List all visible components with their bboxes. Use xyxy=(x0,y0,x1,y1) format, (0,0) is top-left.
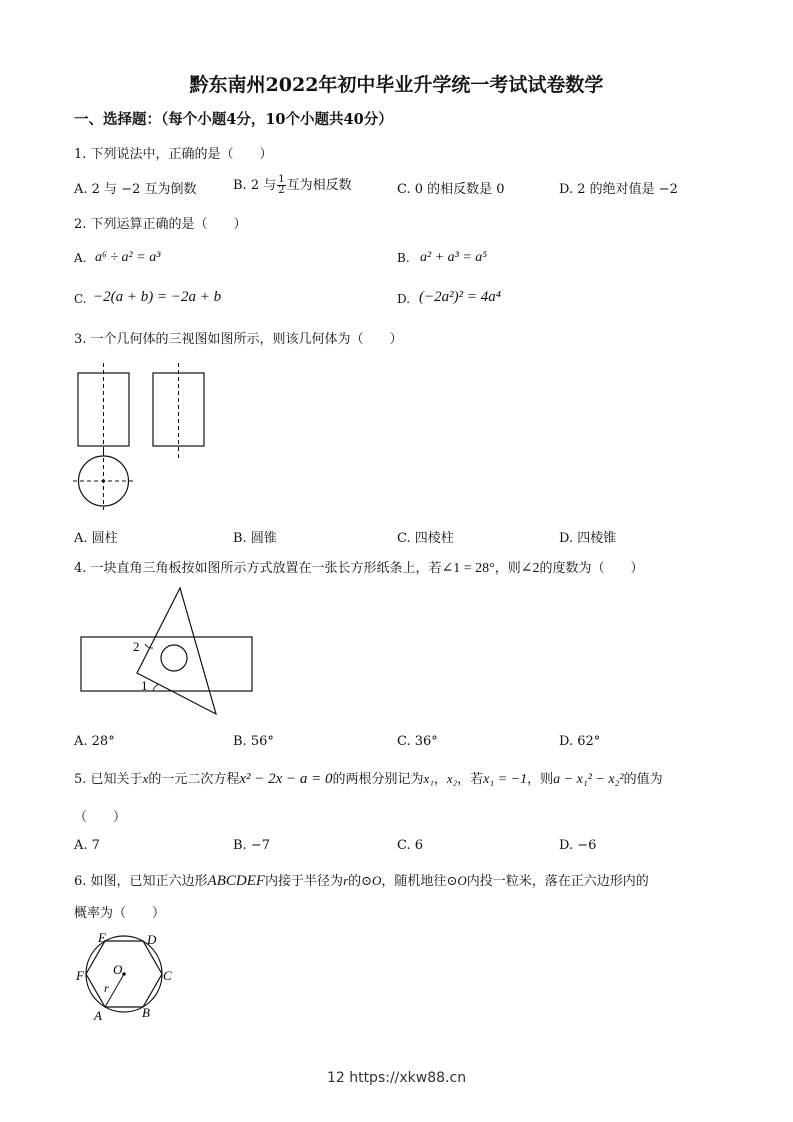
q6-circle-1: ⊙O xyxy=(361,873,382,888)
q6-text-2: 内接于半径为 xyxy=(265,874,344,889)
angle-1-label: 1 xyxy=(141,678,148,693)
q2-option-b-label: B. xyxy=(397,251,410,265)
q4-option-d: D. 62° xyxy=(559,734,601,749)
front-view xyxy=(78,363,129,456)
q4-target-angle: ∠2 xyxy=(520,561,540,576)
top-view xyxy=(73,451,136,510)
q4-option-b: B. 56° xyxy=(233,734,274,749)
q1-option-b-prefix: B. 2 与 xyxy=(233,178,277,193)
q5-text-4: ，若 xyxy=(457,772,484,787)
q3-stem: 3. 一个几何体的三视图如图所示，则该几何体为（ ） xyxy=(74,332,403,347)
q6-text-5: 内投一粒米，落在正六边形内的 xyxy=(466,874,649,889)
vertex-f-label: F xyxy=(76,968,84,983)
q1-option-d: D. 2 的绝对值是 −2 xyxy=(559,182,678,197)
q5-option-a: A. 7 xyxy=(74,838,100,853)
q5-equation: x² − 2x − a = 0 xyxy=(239,771,333,787)
q2-option-b-expr: a² + a³ = a⁵ xyxy=(420,250,488,265)
vertex-e-label: E xyxy=(98,930,106,945)
q5-condition: x₁ = −1 xyxy=(483,772,528,787)
q1-fraction-denominator: 2 xyxy=(278,185,285,196)
q2-option-a-expr: a⁶ ÷ a² = a³ xyxy=(95,250,161,265)
q5-var-x: x xyxy=(142,771,149,786)
q2-option-c-label: C. xyxy=(74,292,87,306)
q2-option-d-expr: (−2a²)² = 4a⁴ xyxy=(419,289,501,305)
q6-text-3: 的 xyxy=(348,874,362,889)
q6-radius: r xyxy=(343,873,349,888)
q4-option-a: A. 28° xyxy=(74,734,115,749)
vertex-b-label: B xyxy=(142,1005,150,1020)
q4-condition: ∠1 = 28° xyxy=(441,561,495,576)
q1-option-a: A. 2 与 −2 互为倒数 xyxy=(74,182,197,197)
q1-option-b xyxy=(233,174,352,196)
q4-triangle-figure xyxy=(75,584,260,724)
q2-option-a-label: A. xyxy=(74,251,87,265)
q6-stem xyxy=(74,870,649,890)
q2-option-d-label: D. xyxy=(397,292,411,306)
q6-hexagon-figure xyxy=(70,928,185,1028)
vertex-d-label: D xyxy=(147,932,157,947)
q3-option-d: D. 四棱锥 xyxy=(559,531,617,546)
q4-option-c: C. 36° xyxy=(397,734,438,749)
q6-hexagon-name: ABCDEF xyxy=(207,873,266,889)
q5-option-b: B. −7 xyxy=(233,838,270,853)
q5-text-6: 的值为 xyxy=(623,772,663,787)
q5-text-2: 的一元二次方程 xyxy=(148,772,240,787)
q5-expression: a − x₁² − x₂² xyxy=(553,772,624,787)
q1-option-c: C. 0 的相反数是 0 xyxy=(397,182,505,197)
q6-text-1: 6. 如图，已知正六边形 xyxy=(74,874,208,889)
q3-option-c: C. 四棱柱 xyxy=(397,531,454,546)
q5-text-1: 5. 已知关于 xyxy=(74,772,143,787)
q1-fraction xyxy=(277,175,285,196)
side-view xyxy=(153,363,204,458)
radius-r-label: r xyxy=(104,981,109,995)
section-heading: 一、选择题：（每个小题4分，10个小题共40分） xyxy=(74,111,393,128)
page-footer: 12 https://xkw88.cn xyxy=(326,1070,467,1086)
q6-circle-2: ⊙O xyxy=(446,873,467,888)
q3-option-a: A. 圆柱 xyxy=(74,531,118,546)
q4-stem xyxy=(74,557,644,577)
q5-separator: ， xyxy=(433,772,447,787)
center-o-label: O xyxy=(113,962,123,977)
set-square xyxy=(137,588,216,714)
q3-three-view-figure xyxy=(68,360,218,510)
q6-text-4: ，随机地往 xyxy=(381,874,447,889)
vertex-a-label: A xyxy=(94,1008,102,1023)
q2-option-c-expr: −2(a + b) = −2a + b xyxy=(93,289,222,305)
q6-stem-line-2: 概率为（ ） xyxy=(74,906,166,921)
q2-stem: 2. 下列运算正确的是（ ） xyxy=(74,217,247,232)
q4-stem-mid: ，则 xyxy=(494,561,521,576)
q1-option-b-suffix: 互为相反数 xyxy=(286,178,352,193)
page-title: 黔东南州2022年初中毕业升学统一考试试卷数学 xyxy=(189,74,604,96)
q5-root-x1: x₁ xyxy=(423,771,434,786)
q5-root-x2: x₂ xyxy=(446,771,458,786)
q5-text-5: ，则 xyxy=(527,772,554,787)
q5-option-c: C. 6 xyxy=(397,838,424,853)
q5-text-3: 的两根分别记为 xyxy=(332,772,424,787)
q5-answer-paren: （ ） xyxy=(74,810,127,825)
q1-fraction-numerator: 1 xyxy=(278,174,285,185)
q4-stem-pre: 4. 一块直角三角板按如图所示方式放置在一张长方形纸条上，若 xyxy=(74,561,442,576)
q1-stem: 1. 下列说法中，正确的是（ ） xyxy=(74,147,273,162)
q5-stem xyxy=(74,768,663,788)
q3-option-b: B. 圆锥 xyxy=(233,531,277,546)
angle-2-label: 2 xyxy=(133,639,140,654)
q4-stem-post: 的度数为（ ） xyxy=(539,561,644,576)
q5-option-d: D. −6 xyxy=(559,838,597,853)
vertex-c-label: C xyxy=(163,968,172,983)
